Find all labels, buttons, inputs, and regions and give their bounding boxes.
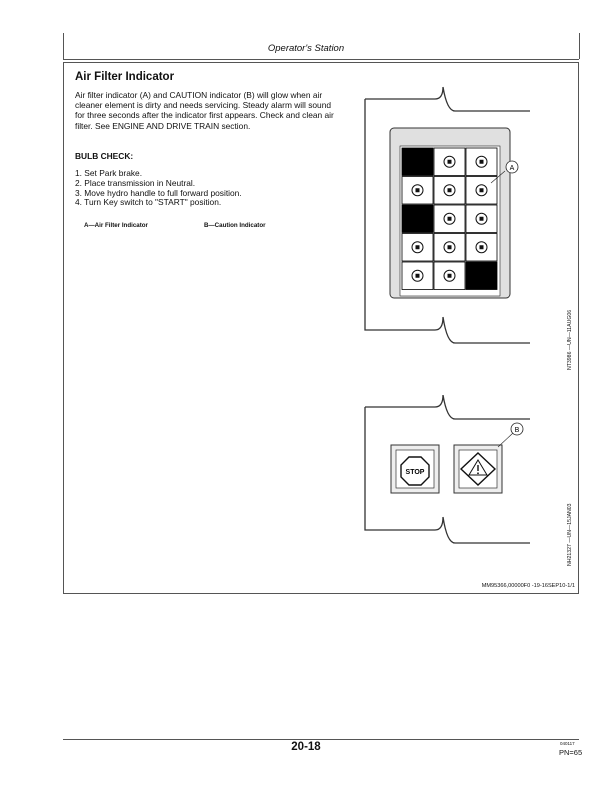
engine-icon (466, 205, 497, 233)
step-item: 1. Set Park brake. (75, 168, 143, 178)
legend-caution: B—Caution Indicator (204, 222, 266, 229)
air-filter-icon (466, 177, 497, 205)
glow-plug-icon (434, 234, 465, 262)
legend-air-filter: A—Air Filter Indicator (84, 222, 148, 229)
bulb-check-steps (75, 169, 345, 208)
figure2-id: NH21327 —UN—15JAN03 (567, 503, 573, 566)
mower-icon (434, 262, 465, 290)
section-body: Air filter indicator (A) and CAUTION indicator (B) will glow when air cleaner element is dirty and needs servicing. Steady alarm will sound for three seconds after the indicator first appears. Check and clean air filter. See ENGINE AND DRIVE TRAIN section. (75, 90, 334, 131)
callout-a-label: A (509, 165, 515, 172)
engine-oil-icon (402, 177, 433, 205)
reference-code: MM95366,00000F0 -19-16SEP10-1/1 (481, 583, 575, 589)
battery-icon (402, 262, 433, 290)
fuel-level-icon (466, 148, 497, 176)
pto-icon (402, 234, 433, 262)
page-pn: PN=65 (559, 748, 583, 757)
panel-cell-blank (466, 262, 497, 290)
panel-cell-blank (402, 205, 433, 233)
step-item: 3. Move hydro handle to full forward position. (75, 187, 242, 198)
caution-indicator-figure (355, 395, 535, 555)
page-number: 20-18 (291, 741, 321, 753)
indicator-panel-figure (355, 85, 535, 355)
bulb-check-heading: BULB CHECK: (75, 151, 134, 161)
figure1-id: NT3986 —UN—11AUG06 (567, 309, 573, 370)
section-title: Air Filter Indicator (75, 71, 175, 83)
stop-lamp-label: STOP (405, 469, 425, 476)
step-item: 4. Turn Key switch to "START" position. (75, 197, 222, 208)
header-rule (63, 59, 579, 60)
panel-cell-blank (402, 148, 433, 176)
temperature-icon (434, 177, 465, 205)
footer-rule (63, 739, 579, 740)
page-header-title: Operator's Station (267, 43, 345, 54)
date-code: 040117 (560, 741, 575, 746)
seat-icon (466, 234, 497, 262)
callout-b-label: B (514, 427, 520, 434)
park-brake-icon (434, 148, 465, 176)
hydraulic-icon (434, 205, 465, 233)
step-item: 2. Place transmission in Neutral. (75, 177, 196, 188)
